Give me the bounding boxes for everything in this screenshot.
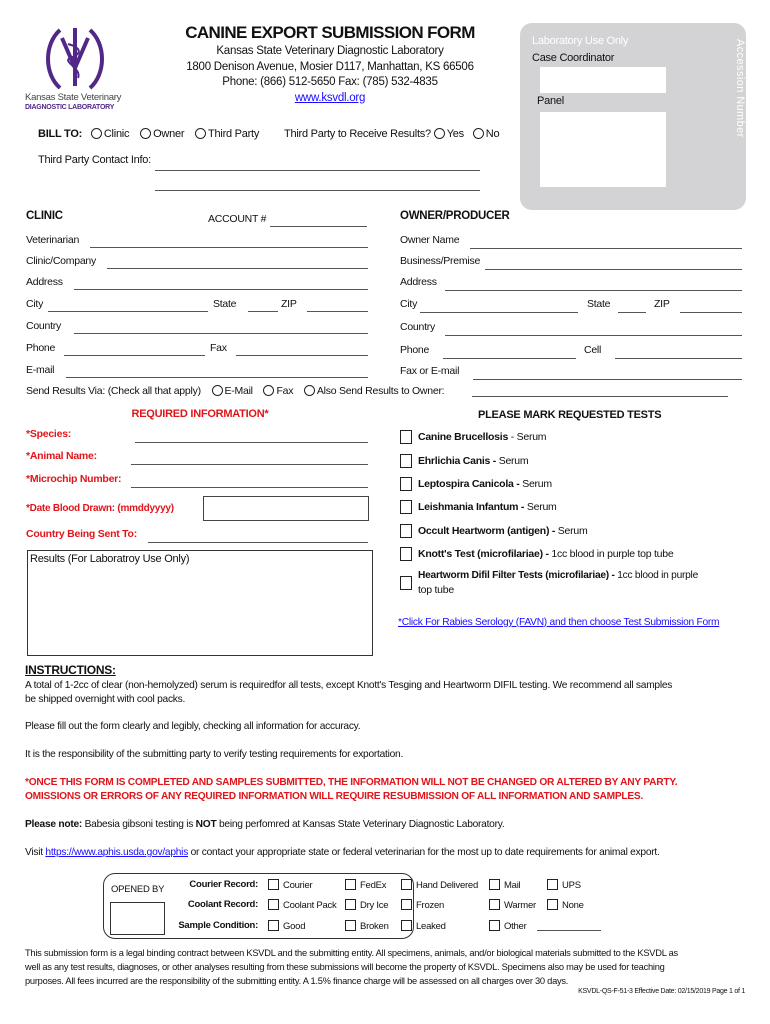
other-checkbox[interactable]: Other — [489, 920, 527, 932]
species-label: *Species: — [26, 428, 72, 440]
coolant-pack-checkbox[interactable]: Coolant Pack — [268, 899, 337, 911]
owner-zip-label: ZIP — [654, 298, 670, 310]
coolant-record-label: Coolant Record: — [187, 899, 258, 910]
send-to-owner-radio[interactable]: Also Send Results to Owner: — [304, 385, 444, 397]
third-party-contact-label: Third Party Contact Info: — [38, 154, 151, 166]
page-title: CANINE EXPORT SUBMISSION FORM — [185, 23, 475, 42]
test-checkbox[interactable] — [400, 547, 412, 561]
clinic-state-label: State — [213, 298, 237, 310]
third-party-yes-radio[interactable]: Yes — [434, 128, 464, 140]
owner-phone-label: Phone — [400, 344, 430, 356]
clinic-phone-label: Phone — [26, 342, 56, 354]
warning-text: *ONCE THIS FORM IS COMPLETED AND SAMPLES SUBMITTED, THE INFORMATION WILL NOT BE CHANGED OR ALTERED BY ANY PARTY. — [25, 777, 678, 788]
owner-city-label: City — [400, 298, 418, 310]
species-field[interactable] — [135, 442, 368, 443]
org-name: Kansas State Veterinary Diagnostic Laboratory — [216, 45, 444, 57]
clinic-fax-field[interactable] — [236, 355, 368, 356]
clinic-fax-label: Fax — [210, 342, 227, 354]
owner-state-label: State — [587, 298, 611, 310]
broken-checkbox[interactable]: Broken — [345, 920, 389, 932]
test-checkbox[interactable] — [400, 524, 412, 538]
logo-line2: DIAGNOSTIC LABORATORY — [25, 104, 115, 111]
ups-checkbox[interactable]: UPS — [547, 879, 581, 891]
clinic-email-field[interactable] — [66, 377, 368, 378]
business-premise-label: Business/Premise — [400, 255, 481, 267]
instructions-text: A total of 1-2cc of clear (non-hemolyzed) serum is requiredfor all tests, except Knott's Tesging and Heartworm DIFIL testing. We recommend all samples — [25, 680, 673, 691]
frozen-checkbox[interactable]: Frozen — [401, 899, 444, 911]
date-drawn-label: *Date Blood Drawn: (mmddyyyy) — [26, 503, 174, 514]
owner-cell-field[interactable] — [615, 358, 742, 359]
microchip-field[interactable] — [131, 487, 368, 488]
none-checkbox[interactable]: None — [547, 899, 584, 911]
microchip-label: *Microchip Number: — [26, 473, 122, 485]
other-field[interactable] — [537, 930, 601, 931]
panel-field[interactable] — [540, 112, 666, 187]
instructions-text: Please fill out the form clearly and legibly, checking all information for accuracy. — [25, 721, 361, 732]
owner-country-field[interactable] — [445, 335, 742, 336]
owner-state-field[interactable] — [618, 312, 646, 313]
accession-number-label: Accession Number — [734, 39, 746, 138]
case-coordinator-label: Case Coordinator — [532, 52, 615, 64]
clinic-address-field[interactable] — [74, 289, 368, 290]
bill-to-row — [38, 128, 259, 140]
owner-address-label: Address — [400, 276, 437, 288]
veterinarian-label: Veterinarian — [26, 234, 80, 246]
clinic-company-field[interactable] — [107, 268, 368, 269]
good-checkbox[interactable]: Good — [268, 920, 305, 932]
send-email-radio[interactable]: E-Mail — [212, 385, 253, 397]
website-link[interactable]: www.ksvdl.org — [294, 92, 366, 104]
courier-record-label: Courier Record: — [189, 879, 258, 890]
owner-heading: OWNER/PRODUCER — [400, 210, 510, 222]
org-address: 1800 Denison Avenue, Mosier D117, Manhattan, KS 66506 — [186, 61, 474, 73]
form-code: KSVDL-QS-F-51-3 Effective Date: 02/15/2019 Page 1 of 1 — [578, 988, 745, 995]
test-checkbox[interactable] — [400, 454, 412, 468]
clinic-country-field[interactable] — [74, 333, 368, 334]
warning-text: OMISSIONS OR ERRORS OF ANY REQUIRED INFORMATION WILL REQUIRE RESUBMISSION OF ALL INFORMATION AND SAMPLES. — [25, 791, 644, 802]
bill-to-owner-radio[interactable]: Owner — [140, 128, 184, 140]
hand-delivered-checkbox[interactable]: Hand Delivered — [401, 879, 478, 891]
clinic-address-label: Address — [26, 276, 63, 288]
aphis-note: Visit https://www.aphis.usda.gov/aphis or contact your appropriate state or federal veterinarian for the most up to date requirements for animal export. — [25, 847, 660, 858]
mail-checkbox[interactable]: Mail — [489, 879, 520, 891]
laboratory-use-box — [520, 23, 746, 210]
test-checkbox[interactable] — [400, 576, 412, 590]
results-box — [27, 550, 373, 656]
opened-by-label: OPENED BY — [111, 884, 165, 895]
case-coordinator-field[interactable] — [540, 67, 666, 93]
owner-fax-email-field[interactable] — [473, 379, 742, 380]
clinic-country-label: Country — [26, 320, 62, 332]
clinic-state-field[interactable] — [248, 311, 278, 312]
owner-country-label: Country — [400, 321, 436, 333]
warmer-checkbox[interactable]: Warmer — [489, 899, 536, 911]
send-fax-radio[interactable]: Fax — [263, 385, 293, 397]
test-checkbox[interactable] — [400, 430, 412, 444]
babesia-note: Please note: Babesia gibsoni testing is NOT being perfomred at Kansas State Veterinary Diagnostic Laboratory. — [25, 819, 505, 830]
date-drawn-field[interactable] — [203, 496, 369, 521]
animal-name-field[interactable] — [131, 464, 368, 465]
clinic-city-label: City — [26, 298, 44, 310]
instructions-text: be shipped overnight with cool packs. — [25, 694, 186, 705]
third-party-contact-line1[interactable] — [155, 170, 480, 171]
fedex-checkbox[interactable]: FedEx — [345, 879, 386, 891]
third-party-contact-line2[interactable] — [155, 190, 480, 191]
caduceus-logo-icon — [42, 24, 108, 92]
owner-zip-field[interactable] — [680, 312, 742, 313]
send-results-row: Send Results Via: (Check all that apply) E-Mail Fax Also Send Results to Owner: — [26, 385, 445, 397]
rabies-serology-link[interactable]: *Click For Rabies Serology (FAVN) and then choose Test Submission Form — [398, 617, 720, 628]
owner-address-field[interactable] — [445, 290, 742, 291]
instructions-text: It is the responsibility of the submitting party to verify testing requirements for exportation. — [25, 749, 404, 760]
business-premise-field[interactable] — [485, 269, 742, 270]
dry-ice-checkbox[interactable]: Dry Ice — [345, 899, 388, 911]
third-party-no-radio[interactable]: No — [473, 128, 500, 140]
animal-name-label: *Animal Name: — [26, 450, 97, 462]
lab-use-title: Laboratory Use Only — [532, 35, 629, 47]
clinic-zip-label: ZIP — [281, 298, 297, 310]
test-checkbox[interactable] — [400, 477, 412, 491]
legal-text: purposes. All fees incurred are the responsibility of the submitting entity. A 1.5% finance charge will be assessed on all charges over 30 days. — [25, 976, 569, 986]
account-field[interactable] — [270, 226, 367, 227]
results-label: Results (For Laboratroy Use Only) — [30, 553, 190, 565]
required-info-heading: REQUIRED INFORMATION* — [131, 408, 269, 420]
bill-to-label: BILL TO: — [38, 128, 83, 140]
aphis-link[interactable]: https://www.aphis.usda.gov/aphis — [45, 847, 189, 858]
send-to-owner-field[interactable] — [472, 396, 728, 397]
logo-line1: Kansas State Veterinary — [25, 92, 122, 103]
clinic-company-label: Clinic/Company — [26, 255, 97, 267]
legal-text: well as any test results, diagnoses, or other analyses resulting from these submissions will become the property of KSVDL. Specimens also may be used for teaching — [25, 962, 665, 972]
leaked-checkbox[interactable]: Leaked — [401, 920, 446, 932]
veterinarian-field[interactable] — [90, 247, 368, 248]
test-checkbox[interactable] — [400, 500, 412, 514]
owner-name-field[interactable] — [470, 248, 742, 249]
third-party-results-row: Third Party to Receive Results? Yes No — [284, 128, 500, 140]
panel-label: Panel — [537, 95, 564, 107]
tests-heading: PLEASE MARK REQUESTED TESTS — [478, 409, 662, 421]
legal-text: This submission form is a legal binding contract between KSVDL and the submitting entity. All specimens, animals, and/or biological materials submitted to the KSVDL as — [25, 948, 678, 958]
clinic-zip-field[interactable] — [307, 311, 368, 312]
owner-phone-field[interactable] — [443, 358, 576, 359]
sample-condition-label: Sample Condition: — [178, 920, 258, 931]
clinic-email-label: E-mail — [26, 364, 55, 376]
country-sent-field[interactable] — [148, 542, 368, 543]
bill-to-clinic-radio[interactable]: Clinic — [91, 128, 129, 140]
owner-cell-label: Cell — [584, 344, 602, 356]
country-sent-label: Country Being Sent To: — [26, 528, 137, 540]
courier-checkbox[interactable]: Courier — [268, 879, 312, 891]
clinic-city-field[interactable] — [48, 311, 208, 312]
owner-name-label: Owner Name — [400, 234, 460, 246]
account-label: ACCOUNT # — [208, 213, 267, 225]
bill-to-third-party-radio[interactable]: Third Party — [195, 128, 259, 140]
clinic-phone-field[interactable] — [64, 355, 205, 356]
instructions-heading: INSTRUCTIONS: — [25, 663, 116, 677]
owner-fax-email-label: Fax or E-mail — [400, 365, 460, 377]
owner-city-field[interactable] — [420, 312, 578, 313]
opened-by-field[interactable] — [110, 902, 165, 935]
org-phone: Phone: (866) 512-5650 Fax: (785) 532-4835 — [222, 76, 438, 88]
clinic-heading: CLINIC — [26, 210, 63, 222]
